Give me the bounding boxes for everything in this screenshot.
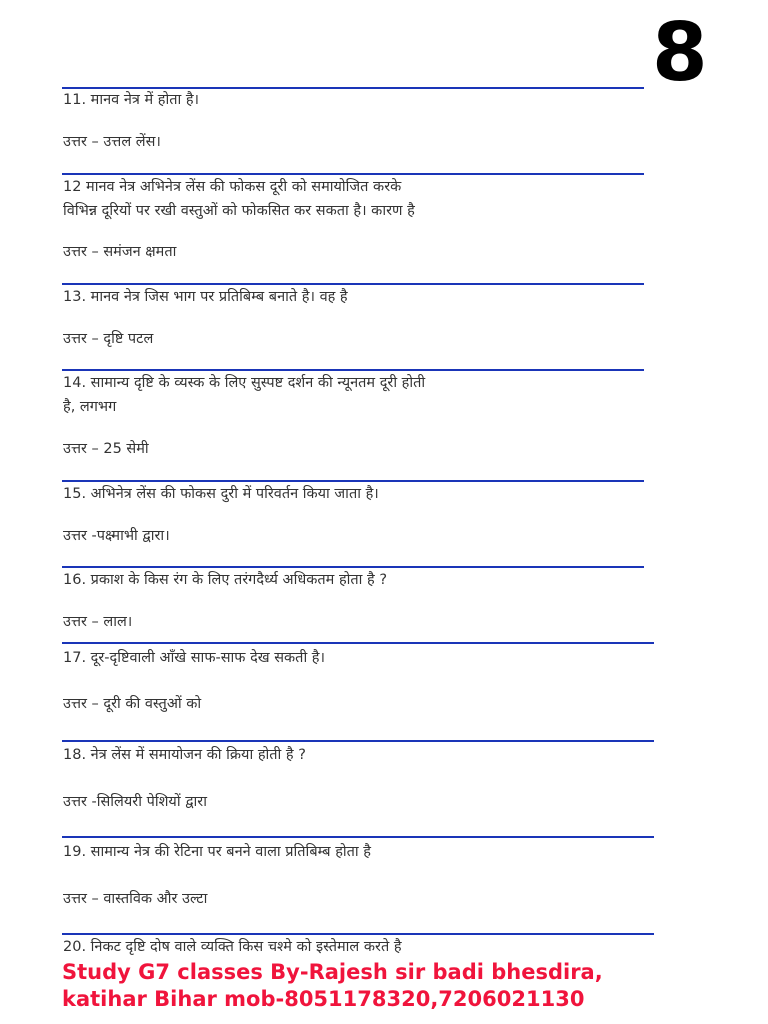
answer-14: उत्तर – 25 सेमी	[63, 441, 149, 457]
question-12-line-2: विभिन्न दूरियों पर रखी वस्तुओं को फोकसित कर सकता है। कारण है	[63, 203, 415, 219]
answer-11: उत्तर – उत्तल लेंस।	[63, 134, 161, 150]
answer-16: उत्तर – लाल।	[63, 614, 133, 630]
answer-18: उत्तर -सिलियरी पेशियों द्वारा	[63, 794, 207, 810]
question-19: 19. सामान्य नेत्र की रेटिना पर बनने वाला प्रतिबिम्ब होता है	[63, 844, 371, 860]
footer-line-2: katihar Bihar mob-8051178320,7206021130	[62, 987, 585, 1011]
divider	[62, 836, 654, 838]
question-13: 13. मानव नेत्र जिस भाग पर प्रतिबिम्ब बनाते है। वह है	[63, 289, 348, 305]
question-12-line-1: 12 मानव नेत्र अभिनेत्र लेंस की फोकस दूरी को समायोजित करके	[63, 179, 402, 195]
question-17: 17. दूर-दृष्टिवाली आँखे साफ-साफ देख सकती है।	[63, 650, 326, 666]
divider	[62, 642, 654, 644]
question-14-line-1: 14. सामान्य दृष्टि के व्यस्क के लिए सुस्पष्ट दर्शन की न्यूनतम दूरी होती	[63, 375, 426, 391]
answer-19: उत्तर – वास्तविक और उल्टा	[63, 891, 208, 907]
answer-15: उत्तर -पक्ष्माभी द्वारा।	[63, 528, 170, 544]
answer-13: उत्तर – दृष्टि पटल	[63, 331, 154, 347]
question-14-line-2: है, लगभग	[63, 399, 117, 415]
question-11: 11. मानव नेत्र में होता है।	[63, 92, 200, 108]
page-number: 8	[652, 6, 708, 99]
answer-17: उत्तर – दूरी की वस्तुओं को	[63, 696, 202, 712]
question-20: 20. निकट दृष्टि दोष वाले व्यक्ति किस चश्मे को इस्तेमाल करते है	[63, 939, 402, 955]
question-16: 16. प्रकाश के किस रंग के लिए तरंगदैर्ध्य अधिकतम होता है ?	[63, 572, 388, 588]
answer-12: उत्तर – समंजन क्षमता	[63, 244, 177, 260]
question-15: 15. अभिनेत्र लेंस की फोकस दुरी में परिवर्तन किया जाता है।	[63, 486, 379, 502]
question-18: 18. नेत्र लेंस में समायोजन की क्रिया होती है ?	[63, 747, 306, 763]
footer-line-1: Study G7 classes By-Rajesh sir badi bhesdira,	[62, 960, 603, 984]
